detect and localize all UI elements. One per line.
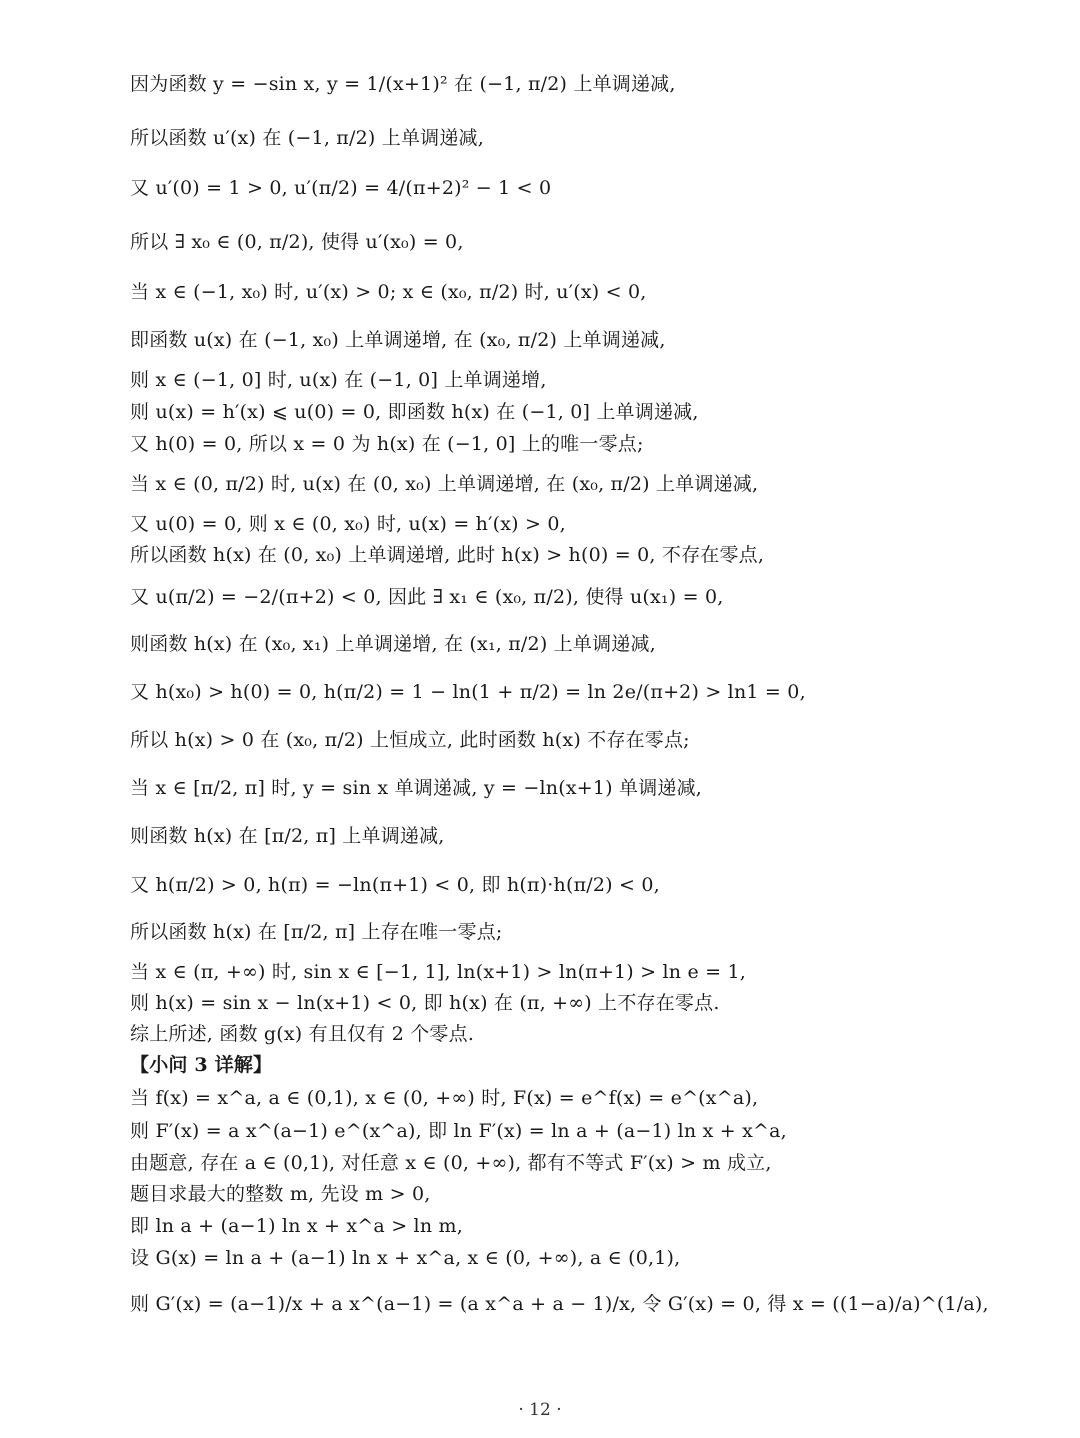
text-line: 又 u′(0) = 1 > 0, u′(π/2) = 4/(π+2)² − 1 < 0 xyxy=(130,177,552,199)
text-line: 设 G(x) = ln a + (a−1) ln x + x^a, x ∈ (0, +∞), a ∈ (0,1), xyxy=(130,1247,681,1269)
text-line: 所以 h(x) > 0 在 (x₀, π/2) 上恒成立, 此时函数 h(x) 不存在零点; xyxy=(130,729,690,751)
text-line: 当 x ∈ (−1, x₀) 时, u′(x) > 0; x ∈ (x₀, π/2) 时, u′(x) < 0, xyxy=(130,281,647,303)
text-line: 当 x ∈ (0, π/2) 时, u(x) 在 (0, x₀) 上单调递增, 在 (x₀, π/2) 上单调递减, xyxy=(130,473,759,495)
text-line: 则 x ∈ (−1, 0] 时, u(x) 在 (−1, 0] 上单调递增, xyxy=(130,369,547,391)
text-line: 当 f(x) = x^a, a ∈ (0,1), x ∈ (0, +∞) 时, F(x) = e^f(x) = e^(x^a), xyxy=(130,1087,759,1109)
text-line: 则函数 h(x) 在 [π/2, π] 上单调递减, xyxy=(130,825,445,847)
text-line: 因为函数 y = −sin x, y = 1/(x+1)² 在 (−1, π/2) 上单调递减, xyxy=(130,73,676,95)
text-line: 当 x ∈ [π/2, π] 时, y = sin x 单调递减, y = −ln(x+1) 单调递减, xyxy=(130,777,703,799)
text-line: 即函数 u(x) 在 (−1, x₀) 上单调递增, 在 (x₀, π/2) 上单调递减, xyxy=(130,329,666,351)
text-line: 由题意, 存在 a ∈ (0,1), 对任意 x ∈ (0, +∞), 都有不等式 F′(x) > m 成立, xyxy=(130,1152,772,1174)
text-line: 又 h(x₀) > h(0) = 0, h(π/2) = 1 − ln(1 + π/2) = ln 2e/(π+2) > ln1 = 0, xyxy=(130,681,806,703)
text-line: 所以 ∃ x₀ ∈ (0, π/2), 使得 u′(x₀) = 0, xyxy=(130,231,464,253)
text-line: 则函数 h(x) 在 (x₀, x₁) 上单调递增, 在 (x₁, π/2) 上单调递减, xyxy=(130,633,656,655)
text-line: 所以函数 h(x) 在 (0, x₀) 上单调递增, 此时 h(x) > h(0) = 0, 不存在零点, xyxy=(130,544,765,566)
section-heading: 【小问 3 详解】 xyxy=(130,1054,273,1076)
page-number: · 12 · xyxy=(518,1400,562,1420)
text-line: 题目求最大的整数 m, 先设 m > 0, xyxy=(130,1183,431,1205)
text-line: 又 u(π/2) = −2/(π+2) < 0, 因此 ∃ x₁ ∈ (x₀, π/2), 使得 u(x₁) = 0, xyxy=(130,586,724,608)
text-line: 则 u(x) = h′(x) ⩽ u(0) = 0, 即函数 h(x) 在 (−1, 0] 上单调递减, xyxy=(130,401,699,423)
text-line: 则 F′(x) = a x^(a−1) e^(x^a), 即 ln F′(x) = ln a + (a−1) ln x + x^a, xyxy=(130,1120,787,1142)
text-line: 又 u(0) = 0, 则 x ∈ (0, x₀) 时, u(x) = h′(x) > 0, xyxy=(130,513,566,535)
text-line: 所以函数 u′(x) 在 (−1, π/2) 上单调递减, xyxy=(130,127,484,149)
text-line: 当 x ∈ (π, +∞) 时, sin x ∈ [−1, 1], ln(x+1) > ln(π+1) > ln e = 1, xyxy=(130,961,747,983)
text-line: 综上所述, 函数 g(x) 有且仅有 2 个零点. xyxy=(130,1023,475,1045)
text-line: 则 G′(x) = (a−1)/x + a x^(a−1) = (a x^a + a − 1)/x, 令 G′(x) = 0, 得 x = ((1−a)/a)^(1/a), xyxy=(130,1293,989,1315)
text-line: 又 h(0) = 0, 所以 x = 0 为 h(x) 在 (−1, 0] 上的唯一零点; xyxy=(130,433,644,455)
text-line: 又 h(π/2) > 0, h(π) = −ln(π+1) < 0, 即 h(π)·h(π/2) < 0, xyxy=(130,874,660,896)
text-line: 即 ln a + (a−1) ln x + x^a > ln m, xyxy=(130,1215,463,1237)
text-line: 则 h(x) = sin x − ln(x+1) < 0, 即 h(x) 在 (π, +∞) 上不存在零点. xyxy=(130,992,720,1014)
text-line: 所以函数 h(x) 在 [π/2, π] 上存在唯一零点; xyxy=(130,921,503,943)
